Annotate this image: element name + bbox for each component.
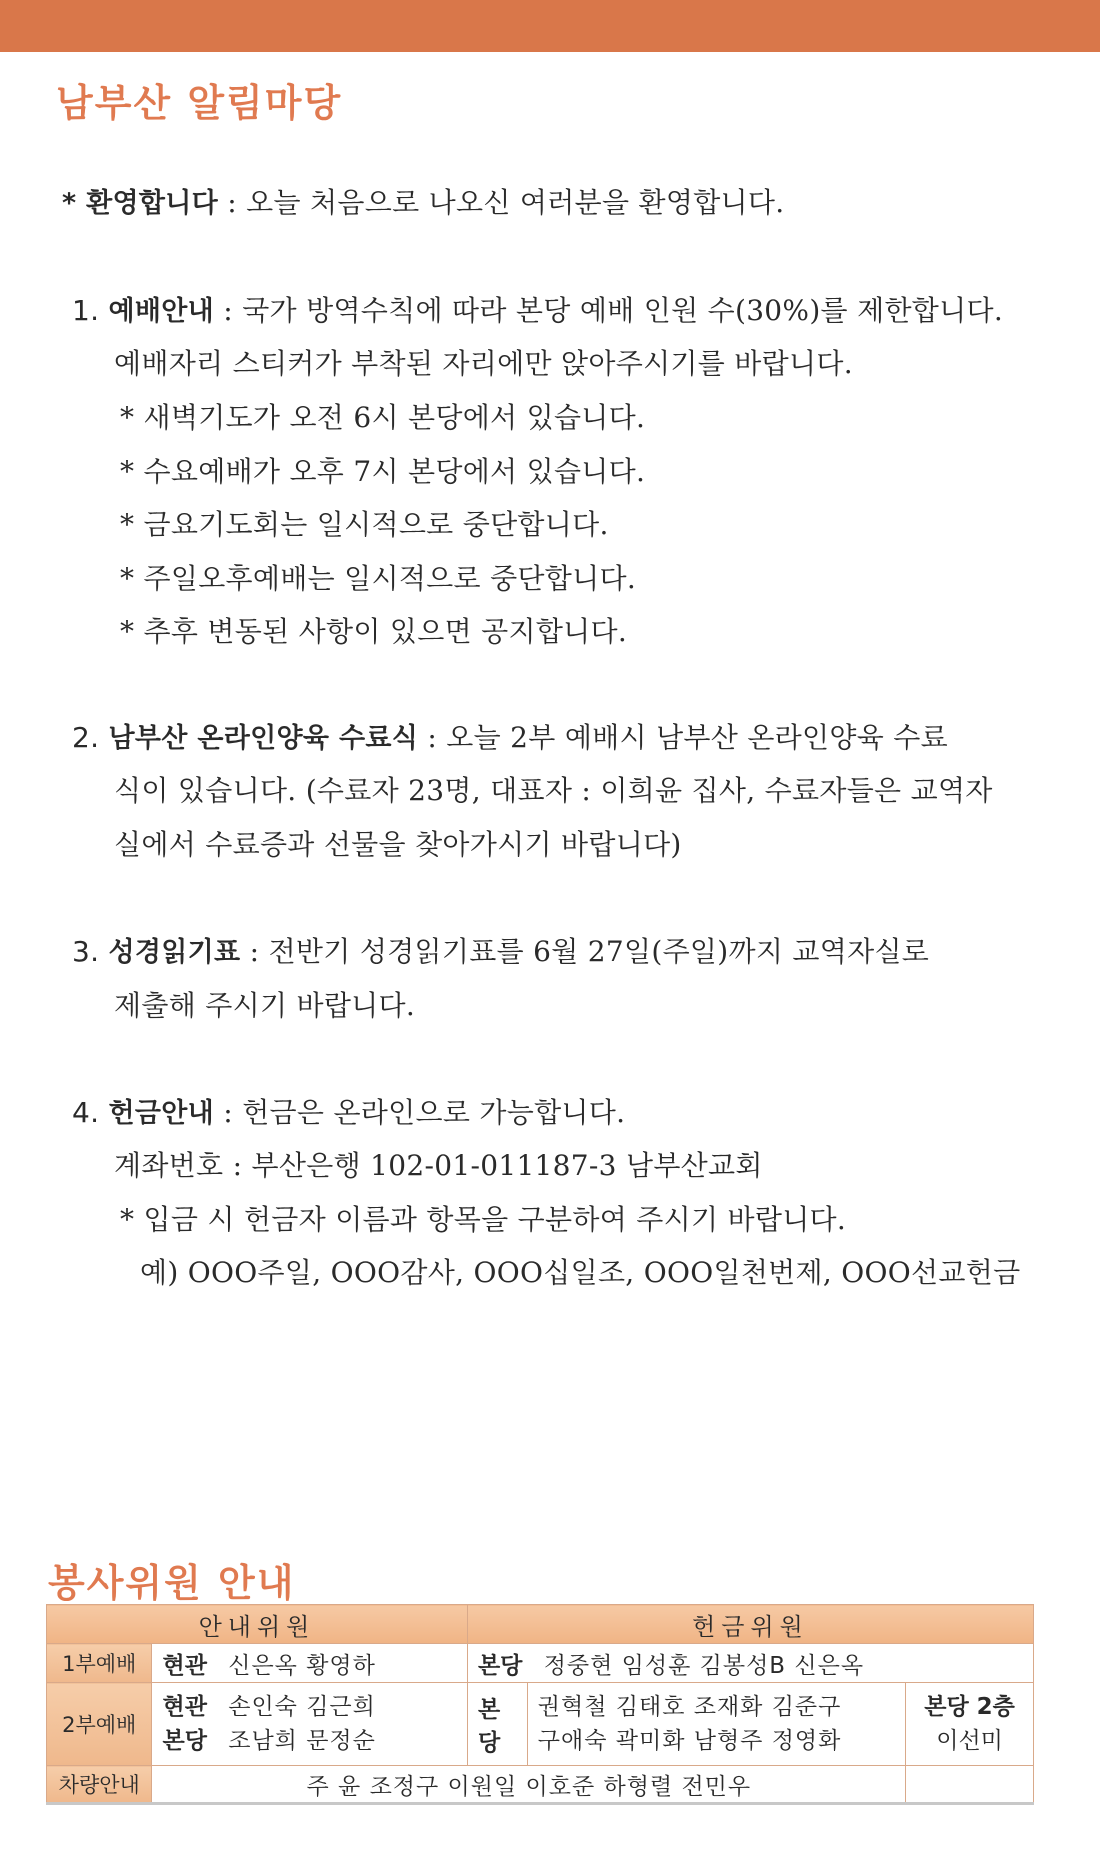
notice-item-4 [72, 1095, 625, 1132]
item3-number: 3. [72, 935, 100, 968]
item1-bullet: * 새벽기도가 오전 6시 본당에서 있습니다. [120, 401, 646, 434]
offering-place: 본당 [467, 1683, 527, 1766]
item3-label: 성경읽기표 [108, 937, 241, 968]
welcome-line [62, 185, 784, 222]
guide-cell [152, 1683, 467, 1766]
offering-names-cell [527, 1683, 905, 1766]
item4-bullet: * 입금 시 헌금자 이름과 항목을 구분하여 주시기 바랍니다. [120, 1203, 847, 1236]
offering-place: 본당 [477, 1652, 523, 1679]
item4-number: 4. [72, 1096, 100, 1129]
guide-names: 조남희 문정순 [228, 1728, 376, 1754]
offering-names: 정중현 임성훈 김봉성B 신은옥 [543, 1652, 865, 1679]
item1-number: 1. [72, 294, 100, 327]
item2-label: 남부산 온라인양육 수료식 [108, 723, 419, 754]
notice-item-1 [72, 293, 1003, 330]
item2-line2: 식이 있습니다. (수료자 23명, 대표자 : 이희윤 집사, 수료자들은 교역자 [114, 774, 993, 807]
service-label: 차량안내 [47, 1766, 152, 1804]
item3-line2: 제출해 주시기 바랍니다. [114, 989, 416, 1022]
guide-names: 손인숙 김근희 [228, 1694, 376, 1720]
volunteers-title: 봉사위원 안내 [48, 1561, 296, 1605]
item4-text: : 헌금은 온라인으로 가능합니다. [214, 1096, 626, 1129]
top-accent-bar [0, 0, 1100, 52]
item4-label: 헌금안내 [108, 1098, 215, 1129]
offering-names: 구애숙 곽미화 남형주 정영화 [537, 1728, 842, 1754]
item3-text: : 전반기 성경읽기표를 6월 27일(주일)까지 교역자실로 [240, 935, 930, 968]
item1-bullet: * 추후 변동된 사항이 있으면 공지합니다. [120, 615, 628, 648]
service-label: 2부예배 [47, 1683, 152, 1766]
notices-title: 남부산 알림마당 [56, 81, 343, 125]
table-row [47, 1683, 1034, 1766]
offering-cell [467, 1644, 1033, 1683]
service-label: 1부예배 [47, 1644, 152, 1683]
item4-account: 계좌번호 : 부산은행 102-01-011187-3 남부산교회 [114, 1149, 763, 1182]
item1-bullet: * 주일오후예배는 일시적으로 중단합니다. [120, 562, 637, 595]
guide-place: 현관 [162, 1652, 207, 1679]
item1-text: : 국가 방역수칙에 따라 본당 예배 인원 수(30%)를 제한합니다. [214, 294, 1004, 327]
item1-line2: 예배자리 스티커가 부착된 자리에만 앉아주시기를 바랍니다. [114, 347, 853, 380]
item2-number: 2. [72, 721, 100, 754]
item1-label: 예배안내 [108, 296, 215, 327]
item4-example: 예) OOO주일, OOO감사, OOO십일조, OOO일천번제, OOO선교헌금 [140, 1256, 1021, 1289]
item2-line3: 실에서 수료증과 선물을 찾아가시기 바랍니다) [114, 828, 682, 861]
item1-bullet: * 수요예배가 오후 7시 본당에서 있습니다. [120, 455, 646, 488]
header-guide: 안내위원 [47, 1605, 468, 1644]
table-row [47, 1766, 1034, 1804]
table-header-row [47, 1605, 1034, 1644]
notice-item-3 [72, 934, 929, 971]
guide-place: 현관 [162, 1694, 207, 1720]
welcome-text: : 오늘 처음으로 나오신 여러분을 환영합니다. [218, 186, 785, 219]
header-offering: 헌금위원 [467, 1605, 1033, 1644]
guide-place: 본당 [162, 1728, 207, 1754]
notice-item-2 [72, 720, 948, 757]
item2-text: : 오늘 2부 예배시 남부산 온라인양육 수료 [418, 721, 948, 754]
offering-names: 권혁철 김태호 조재화 김준구 [537, 1694, 842, 1720]
extra-place: 본당 2층 [924, 1694, 1015, 1720]
welcome-label: * 환영합니다 [62, 188, 219, 219]
extra-name: 이선미 [936, 1728, 1003, 1754]
guide-cell [152, 1644, 467, 1683]
empty-cell [906, 1766, 1034, 1804]
item1-bullet: * 금요기도회는 일시적으로 중단합니다. [120, 508, 609, 541]
guide-names: 신은옥 황영하 [228, 1652, 376, 1679]
table-row [47, 1644, 1034, 1683]
extra-cell [906, 1683, 1034, 1766]
driver-names: 주 윤 조정구 이원일 이호준 하형렬 전민우 [152, 1766, 906, 1804]
volunteers-table [46, 1604, 1034, 1805]
